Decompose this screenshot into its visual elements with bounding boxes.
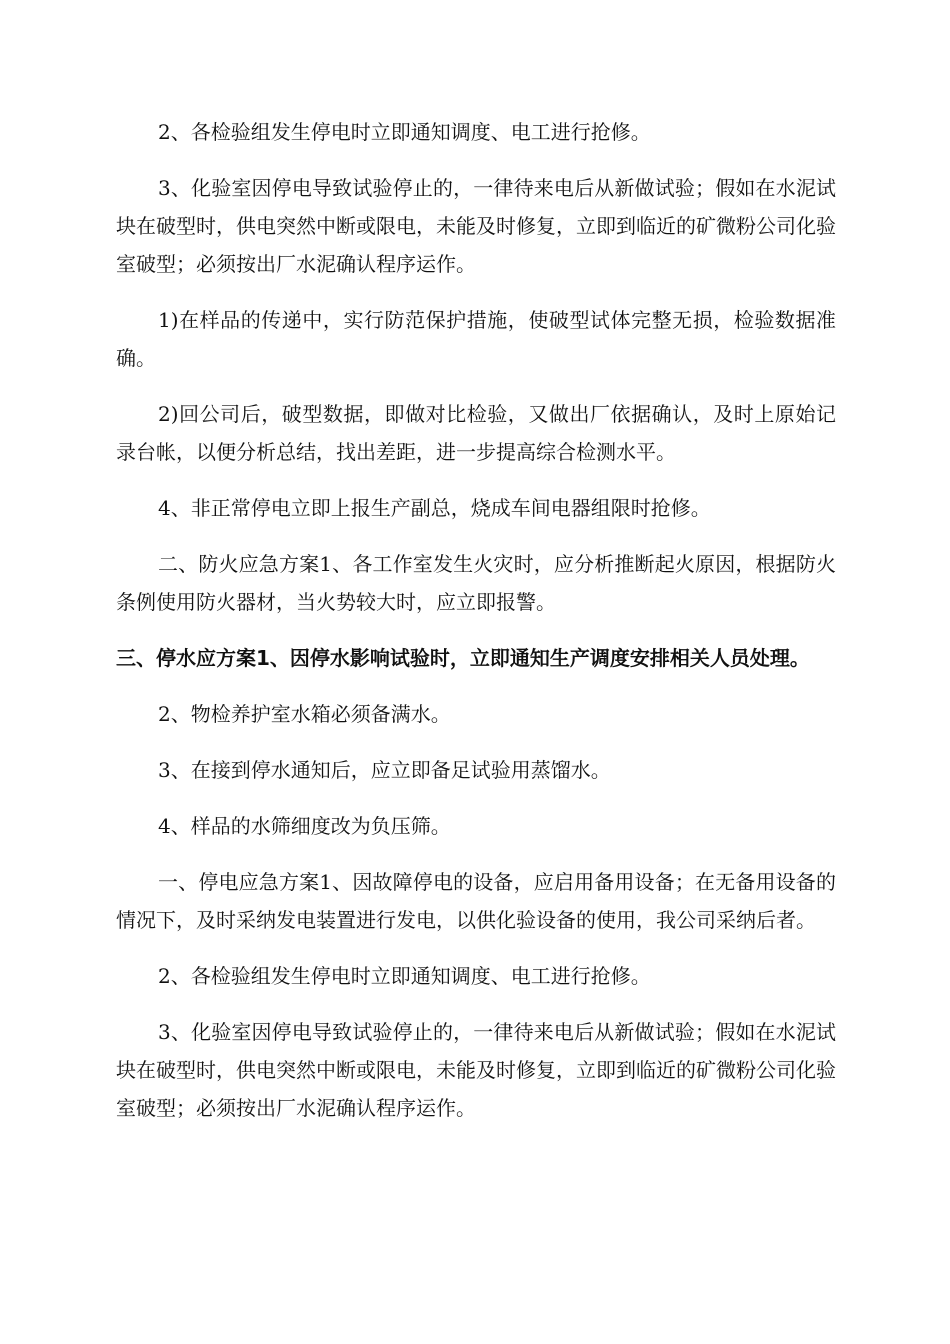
paragraph-9: 3、在接到停水通知后，应立即备足试验用蒸馏水。 [158,758,611,782]
paragraph-6: 二、防火应急方案1、各工作室发生火灾时，应分析推断起火原因，根据防火条例使用防火器材，当火势较大时，应立即报警。 [116,552,836,614]
paragraph-5: 4、非正常停电立即上报生产副总，烧成车间电器组限时抢修。 [158,496,711,520]
paragraph-11: 一、停电应急方案1、因故障停电的设备，应启用备用设备；在无备用设备的情况下，及时采纳发电装置进行发电，以供化验设备的使用，我公司采纳后者。 [116,870,836,932]
section-heading-water: 三、停水应方案1、因停水影响试验时，立即通知生产调度安排相关人员处理。 [116,646,810,670]
paragraph-13: 3、化验室因停电导致试验停止的，一律待来电后从新做试验；假如在水泥试块在破型时，供电突然中断或限电，未能及时修复，立即到临近的矿微粉公司化验室破型；必须按出厂水泥确认程序运作。 [116,1020,836,1120]
paragraph-1: 2、各检验组发生停电时立即通知调度、电工进行抢修。 [158,120,651,144]
paragraph-2: 3、化验室因停电导致试验停止的，一律待来电后从新做试验；假如在水泥试块在破型时，供电突然中断或限电，未能及时修复，立即到临近的矿微粉公司化验室破型；必须按出厂水泥确认程序运作。 [116,176,836,276]
paragraph-12: 2、各检验组发生停电时立即通知调度、电工进行抢修。 [158,964,651,988]
paragraph-8: 2、物检养护室水箱必须备满水。 [158,702,451,726]
paragraph-10: 4、样品的水筛细度改为负压筛。 [158,814,451,838]
paragraph-4: 2)回公司后，破型数据，即做对比检验，又做出厂依据确认，及时上原始记录台帐，以便分析总结，找出差距，进一步提高综合检测水平。 [116,402,836,464]
paragraph-3: 1)在样品的传递中，实行防范保护措施，使破型试体完整无损，检验数据准确。 [116,308,836,370]
